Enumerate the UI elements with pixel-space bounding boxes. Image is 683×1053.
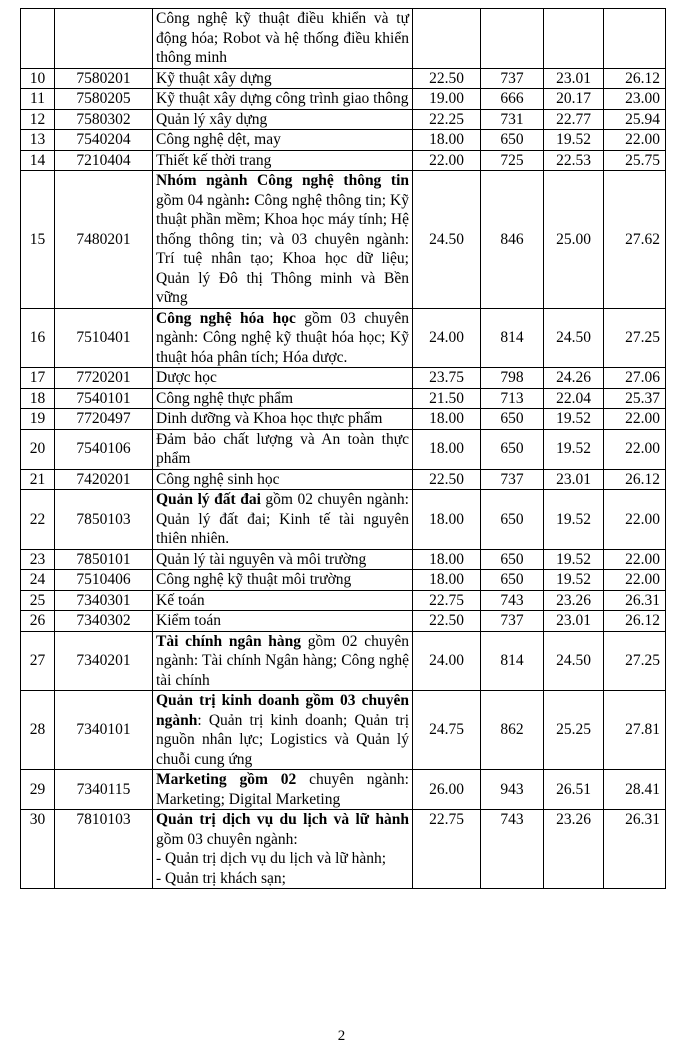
major-name bbox=[153, 368, 413, 389]
name-segment: Công nghệ thông tin; Kỹ thuật phần mềm; Khoa học máy tính; Hệ thống thông tin; và 03 chuyên ngành: Trí tuệ nhân tạo; Khoa học dữ liệu; Quản lý Đô thị Thông minh và Bền vững bbox=[156, 191, 410, 306]
name-segment: gồm 02 chuyên ngành: Tài chính Ngân hàng; Công nghệ tài chính bbox=[156, 632, 409, 689]
table-row bbox=[21, 89, 666, 110]
score-col-3: 20.17 bbox=[544, 89, 604, 110]
score-col-2: 650 bbox=[481, 429, 544, 469]
name-segment: Quản lý tài nguyên và môi trường bbox=[156, 550, 367, 568]
name-segment: Công nghệ dệt, may bbox=[156, 131, 281, 148]
row-index bbox=[21, 9, 55, 69]
name-segment: gồm 04 ngành bbox=[156, 191, 246, 209]
major-code: 7480201 bbox=[55, 171, 153, 309]
name-segment: Nhóm ngành Công nghệ thông tin bbox=[156, 172, 409, 189]
major-code: 7540101 bbox=[55, 388, 153, 409]
row-index: 25 bbox=[21, 590, 55, 611]
major-code: 7510401 bbox=[55, 308, 153, 368]
name-segment: chuyên ngành: Marketing; Digital Marketing bbox=[156, 771, 409, 808]
score-col-3: 19.52 bbox=[544, 549, 604, 570]
name-segment: Kiểm toán bbox=[156, 612, 221, 629]
row-index: 26 bbox=[21, 611, 55, 632]
score-col-2: 846 bbox=[481, 171, 544, 309]
name-segment: Tài chính ngân hàng bbox=[156, 632, 302, 650]
score-col-4: 26.12 bbox=[604, 68, 666, 89]
major-name bbox=[153, 490, 413, 550]
major-code: 7340101 bbox=[55, 691, 153, 770]
score-col-1: 22.75 bbox=[413, 810, 481, 889]
major-code: 7420201 bbox=[55, 469, 153, 490]
score-col-4: 26.12 bbox=[604, 611, 666, 632]
major-name bbox=[153, 409, 413, 430]
row-index: 15 bbox=[21, 171, 55, 309]
score-col-3: 24.26 bbox=[544, 368, 604, 389]
score-col-2: 737 bbox=[481, 68, 544, 89]
score-col-4 bbox=[604, 9, 666, 69]
major-code: 7340302 bbox=[55, 611, 153, 632]
score-col-4: 28.41 bbox=[604, 770, 666, 810]
name-segment: Thiết kế thời trang bbox=[156, 151, 272, 169]
major-name bbox=[153, 570, 413, 591]
row-index: 18 bbox=[21, 388, 55, 409]
name-segment: Công nghệ kỹ thuật môi trường bbox=[156, 571, 352, 588]
name-segment: Công nghệ thực phẩm bbox=[156, 389, 294, 407]
name-segment: Dinh dưỡng và Khoa học thực phẩm bbox=[156, 410, 383, 427]
major-code: 7340115 bbox=[55, 770, 153, 810]
name-segment: gồm 03 chuyên ngành: Công nghệ kỹ thuật hóa học; Kỹ thuật hóa phân tích; Hóa dược. bbox=[156, 309, 409, 366]
score-col-2: 737 bbox=[481, 469, 544, 490]
row-index: 23 bbox=[21, 549, 55, 570]
table-row bbox=[21, 810, 666, 889]
row-index: 16 bbox=[21, 308, 55, 368]
major-code: 7340201 bbox=[55, 631, 153, 691]
table-row bbox=[21, 368, 666, 389]
name-segment: Dược học bbox=[156, 369, 217, 386]
name-segment: Quản lý đất đai bbox=[156, 491, 261, 508]
score-col-4: 26.12 bbox=[604, 469, 666, 490]
name-segment: Quản trị kinh doanh gồm 03 chuyên ngành bbox=[156, 692, 409, 729]
row-index: 17 bbox=[21, 368, 55, 389]
major-name bbox=[153, 810, 413, 889]
score-col-4: 22.00 bbox=[604, 549, 666, 570]
score-col-2: 650 bbox=[481, 409, 544, 430]
major-code: 7540106 bbox=[55, 429, 153, 469]
score-col-1: 22.50 bbox=[413, 469, 481, 490]
score-col-4: 22.00 bbox=[604, 130, 666, 151]
name-segment: Đảm bảo chất lượng và An toàn thực phẩm bbox=[156, 430, 409, 467]
score-col-4: 25.94 bbox=[604, 109, 666, 130]
score-col-2: 814 bbox=[481, 631, 544, 691]
score-col-1: 22.25 bbox=[413, 109, 481, 130]
row-index: 13 bbox=[21, 130, 55, 151]
score-col-1: 18.00 bbox=[413, 570, 481, 591]
score-col-3: 25.00 bbox=[544, 171, 604, 309]
name-segment: - Quản trị dịch vụ du lịch và lữ hành; bbox=[156, 850, 387, 867]
row-index: 12 bbox=[21, 109, 55, 130]
score-col-2 bbox=[481, 9, 544, 69]
major-code: 7580205 bbox=[55, 89, 153, 110]
score-col-2: 737 bbox=[481, 611, 544, 632]
score-col-2: 650 bbox=[481, 570, 544, 591]
score-col-4: 27.06 bbox=[604, 368, 666, 389]
major-code: 7720201 bbox=[55, 368, 153, 389]
score-col-2: 743 bbox=[481, 590, 544, 611]
score-col-2: 713 bbox=[481, 388, 544, 409]
table-row bbox=[21, 611, 666, 632]
score-col-4: 25.75 bbox=[604, 150, 666, 171]
score-col-3: 22.77 bbox=[544, 109, 604, 130]
score-col-3: 19.52 bbox=[544, 429, 604, 469]
major-name bbox=[153, 590, 413, 611]
score-col-4: 27.25 bbox=[604, 308, 666, 368]
score-col-1: 18.00 bbox=[413, 549, 481, 570]
score-col-2: 650 bbox=[481, 130, 544, 151]
major-code: 7510406 bbox=[55, 570, 153, 591]
table-row bbox=[21, 171, 666, 309]
major-name bbox=[153, 308, 413, 368]
name-segment: Công nghệ sinh học bbox=[156, 470, 280, 488]
row-index: 29 bbox=[21, 770, 55, 810]
score-col-2: 731 bbox=[481, 109, 544, 130]
table-row bbox=[21, 150, 666, 171]
table-row bbox=[21, 429, 666, 469]
table-row bbox=[21, 631, 666, 691]
score-col-2: 943 bbox=[481, 770, 544, 810]
major-name bbox=[153, 9, 413, 69]
table-row bbox=[21, 68, 666, 89]
major-code: 7810103 bbox=[55, 810, 153, 889]
table-row bbox=[21, 549, 666, 570]
major-code: 7850101 bbox=[55, 549, 153, 570]
score-col-4: 22.00 bbox=[604, 429, 666, 469]
score-col-3: 22.53 bbox=[544, 150, 604, 171]
score-col-3: 23.01 bbox=[544, 68, 604, 89]
table-row bbox=[21, 9, 666, 69]
score-col-1: 22.50 bbox=[413, 68, 481, 89]
table-row bbox=[21, 409, 666, 430]
table-row bbox=[21, 109, 666, 130]
row-index: 11 bbox=[21, 89, 55, 110]
score-col-1: 22.00 bbox=[413, 150, 481, 171]
row-index: 24 bbox=[21, 570, 55, 591]
major-code: 7210404 bbox=[55, 150, 153, 171]
score-col-4: 26.31 bbox=[604, 590, 666, 611]
score-col-4: 27.81 bbox=[604, 691, 666, 770]
score-col-2: 650 bbox=[481, 490, 544, 550]
major-name bbox=[153, 171, 413, 309]
score-col-1: 23.75 bbox=[413, 368, 481, 389]
score-col-1: 24.00 bbox=[413, 308, 481, 368]
name-segment: : Quản trị kinh doanh; Quản trị nguồn nhân lực; Logistics và Quản lý chuỗi cung ứng bbox=[156, 711, 409, 768]
major-name bbox=[153, 429, 413, 469]
major-name bbox=[153, 469, 413, 490]
score-col-2: 666 bbox=[481, 89, 544, 110]
table-row bbox=[21, 570, 666, 591]
score-col-1: 18.00 bbox=[413, 130, 481, 151]
table-row bbox=[21, 691, 666, 770]
name-segment: - Quản trị khách sạn; bbox=[156, 869, 286, 887]
score-col-3 bbox=[544, 9, 604, 69]
major-name bbox=[153, 130, 413, 151]
table-row bbox=[21, 590, 666, 611]
major-name bbox=[153, 691, 413, 770]
score-col-2: 650 bbox=[481, 549, 544, 570]
score-col-1: 24.75 bbox=[413, 691, 481, 770]
major-name bbox=[153, 109, 413, 130]
row-index: 28 bbox=[21, 691, 55, 770]
score-col-3: 24.50 bbox=[544, 631, 604, 691]
score-col-3: 23.01 bbox=[544, 469, 604, 490]
table-row bbox=[21, 130, 666, 151]
score-col-4: 23.00 bbox=[604, 89, 666, 110]
major-code bbox=[55, 9, 153, 69]
table-row bbox=[21, 388, 666, 409]
score-col-4: 22.00 bbox=[604, 490, 666, 550]
major-name bbox=[153, 631, 413, 691]
major-code: 7850103 bbox=[55, 490, 153, 550]
page-number: 2 bbox=[337, 1028, 346, 1044]
row-index: 19 bbox=[21, 409, 55, 430]
major-code: 7340301 bbox=[55, 590, 153, 611]
major-name bbox=[153, 388, 413, 409]
major-name bbox=[153, 549, 413, 570]
row-index: 10 bbox=[21, 68, 55, 89]
score-col-3: 26.51 bbox=[544, 770, 604, 810]
score-col-1: 24.50 bbox=[413, 171, 481, 309]
score-col-1: 19.00 bbox=[413, 89, 481, 110]
major-name bbox=[153, 68, 413, 89]
table-row bbox=[21, 469, 666, 490]
score-col-1: 22.75 bbox=[413, 590, 481, 611]
major-name bbox=[153, 770, 413, 810]
score-col-2: 798 bbox=[481, 368, 544, 389]
score-col-3: 19.52 bbox=[544, 409, 604, 430]
table-row bbox=[21, 770, 666, 810]
major-name bbox=[153, 89, 413, 110]
score-col-3: 23.26 bbox=[544, 810, 604, 889]
score-col-2: 725 bbox=[481, 150, 544, 171]
score-col-3: 22.04 bbox=[544, 388, 604, 409]
score-col-3: 19.52 bbox=[544, 130, 604, 151]
name-segment: Quản lý xây dựng bbox=[156, 110, 268, 128]
name-segment: gồm 02 chuyên ngành: Quản lý đất đai; Kinh tế tài nguyên thiên nhiên. bbox=[156, 491, 409, 547]
score-col-4: 22.00 bbox=[604, 570, 666, 591]
major-code: 7580201 bbox=[55, 68, 153, 89]
row-index: 14 bbox=[21, 150, 55, 171]
row-index: 30 bbox=[21, 810, 55, 889]
score-col-4: 26.31 bbox=[604, 810, 666, 889]
score-col-3: 23.01 bbox=[544, 611, 604, 632]
name-segment: gồm 03 chuyên ngành: bbox=[156, 830, 298, 848]
major-code: 7720497 bbox=[55, 409, 153, 430]
table-row bbox=[21, 308, 666, 368]
score-col-3: 23.26 bbox=[544, 590, 604, 611]
score-col-2: 743 bbox=[481, 810, 544, 889]
name-segment: Công nghệ hóa học bbox=[156, 309, 296, 327]
name-segment: : bbox=[245, 191, 251, 209]
score-col-1: 24.00 bbox=[413, 631, 481, 691]
name-segment: Quản trị dịch vụ du lịch và lữ hành bbox=[156, 811, 409, 828]
score-col-1: 21.50 bbox=[413, 388, 481, 409]
score-col-1 bbox=[413, 9, 481, 69]
score-col-4: 27.62 bbox=[604, 171, 666, 309]
table-row bbox=[21, 490, 666, 550]
major-name bbox=[153, 150, 413, 171]
score-col-1: 22.50 bbox=[413, 611, 481, 632]
table-body bbox=[21, 9, 666, 889]
score-col-4: 22.00 bbox=[604, 409, 666, 430]
name-segment: Kỹ thuật xây dựng bbox=[156, 69, 272, 87]
score-col-3: 24.50 bbox=[544, 308, 604, 368]
score-col-1: 18.00 bbox=[413, 490, 481, 550]
score-col-2: 862 bbox=[481, 691, 544, 770]
score-col-4: 27.25 bbox=[604, 631, 666, 691]
score-col-1: 18.00 bbox=[413, 429, 481, 469]
row-index: 22 bbox=[21, 490, 55, 550]
score-col-3: 25.25 bbox=[544, 691, 604, 770]
name-segment: Công nghệ kỹ thuật điều khiển và tự động hóa; Robot và hệ thống điều khiển thông minh bbox=[156, 10, 409, 66]
name-segment: Marketing gồm 02 bbox=[156, 771, 297, 788]
name-segment: Kỹ thuật xây dựng công trình giao thông bbox=[156, 90, 409, 107]
admission-score-table bbox=[20, 8, 666, 889]
row-index: 27 bbox=[21, 631, 55, 691]
name-segment: Kế toán bbox=[156, 591, 205, 609]
score-col-3: 19.52 bbox=[544, 570, 604, 591]
score-col-2: 814 bbox=[481, 308, 544, 368]
row-index: 20 bbox=[21, 429, 55, 469]
score-col-3: 19.52 bbox=[544, 490, 604, 550]
score-col-1: 18.00 bbox=[413, 409, 481, 430]
row-index: 21 bbox=[21, 469, 55, 490]
major-name bbox=[153, 611, 413, 632]
major-code: 7540204 bbox=[55, 130, 153, 151]
score-col-4: 25.37 bbox=[604, 388, 666, 409]
score-col-1: 26.00 bbox=[413, 770, 481, 810]
major-code: 7580302 bbox=[55, 109, 153, 130]
